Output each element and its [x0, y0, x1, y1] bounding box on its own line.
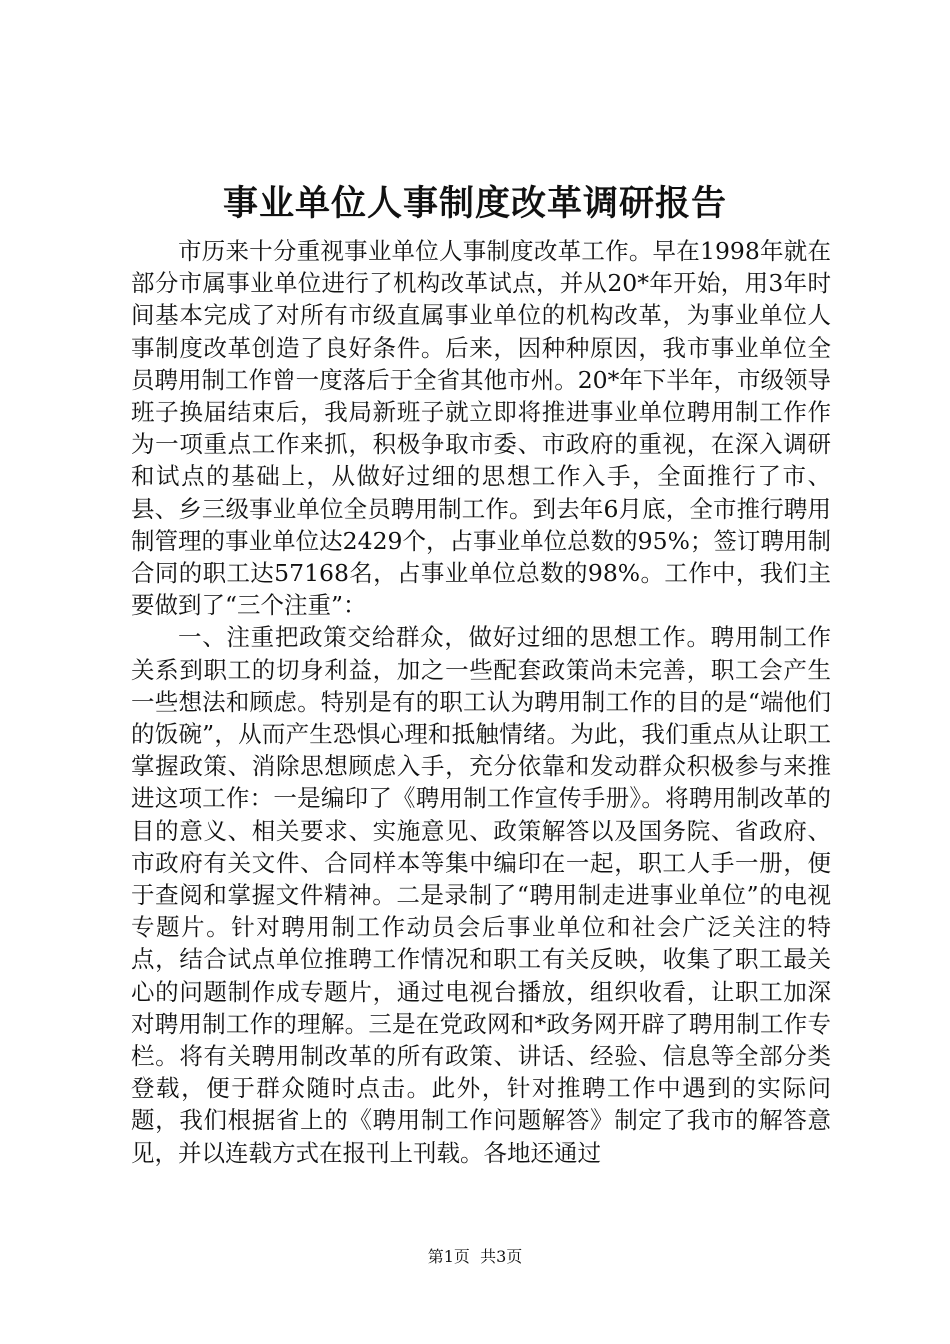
page-total: 共3页	[480, 1247, 523, 1266]
document-body	[131, 235, 831, 1169]
page-footer	[0, 1246, 950, 1268]
paragraph-section-one: 一、注重把政策交给群众，做好过细的思想工作。聘用制工作关系到职工的切身利益，加之一些配套政策尚未完善，职工会产生一些想法和顾虑。特别是有的职工认为聘用制工作的目的是“端他们的饭碗”，从而产生恐惧心理和抵触情绪。为此，我们重点从让职工掌握政策、消除思想顾虑入手，充分依靠和发动群众积极参与来推进这项工作：一是编印了《聘用制工作宣传手册》。将聘用制改革的目的意义、相关要求、实施意见、政策解答以及国务院、省政府、市政府有关文件、合同样本等集中编印在一起，职工人手一册，便于查阅和掌握文件精神。二是录制了“聘用制走进事业单位”的电视专题片。针对聘用制工作动员会后事业单位和社会广泛关注的特点，结合试点单位推聘工作情况和职工有关反映，收集了职工最关心的问题制作成专题片，通过电视台播放，组织收看，让职工加深对聘用制工作的理解。三是在党政网和*政务网开辟了聘用制工作专栏。将有关聘用制改革的所有政策、讲话、经验、信息等全部分类登载，便于群众随时点击。此外，针对推聘工作中遇到的实际问题，我们根据省上的《聘用制工作问题解答》制定了我市的解答意见，并以连载方式在报刊上刊载。各地还通过	[131, 623, 831, 1167]
page-number: 第1页	[427, 1247, 470, 1266]
paragraph-intro: 市历来十分重视事业单位人事制度改革工作。早在1998年就在部分市属事业单位进行了机构改革试点，并从20*年开始，用3年时间基本完成了对所有市级直属事业单位的机构改革，为事业单位人事制度改革创造了良好条件。后来，因种种原因，我市事业单位全员聘用制工作曾一度落后于全省其他市州。20*年下半年，市级领导班子换届结束后，我局新班子就立即将推进事业单位聘用制工作作为一项重点工作来抓，积极争取市委、市政府的重视，在深入调研和试点的基础上，从做好过细的思想工作入手，全面推行了市、县、乡三级事业单位全员聘用制工作。到去年6月底，全市推行聘用制管理的事业单位达2429个，占事业单位总数的95%；签订聘用制合同的职工达57168名，占事业单位总数的98%。工作中，我们主要做到了“三个注重”：	[131, 237, 831, 620]
document-title: 事业单位人事制度改革调研报告	[222, 183, 727, 224]
